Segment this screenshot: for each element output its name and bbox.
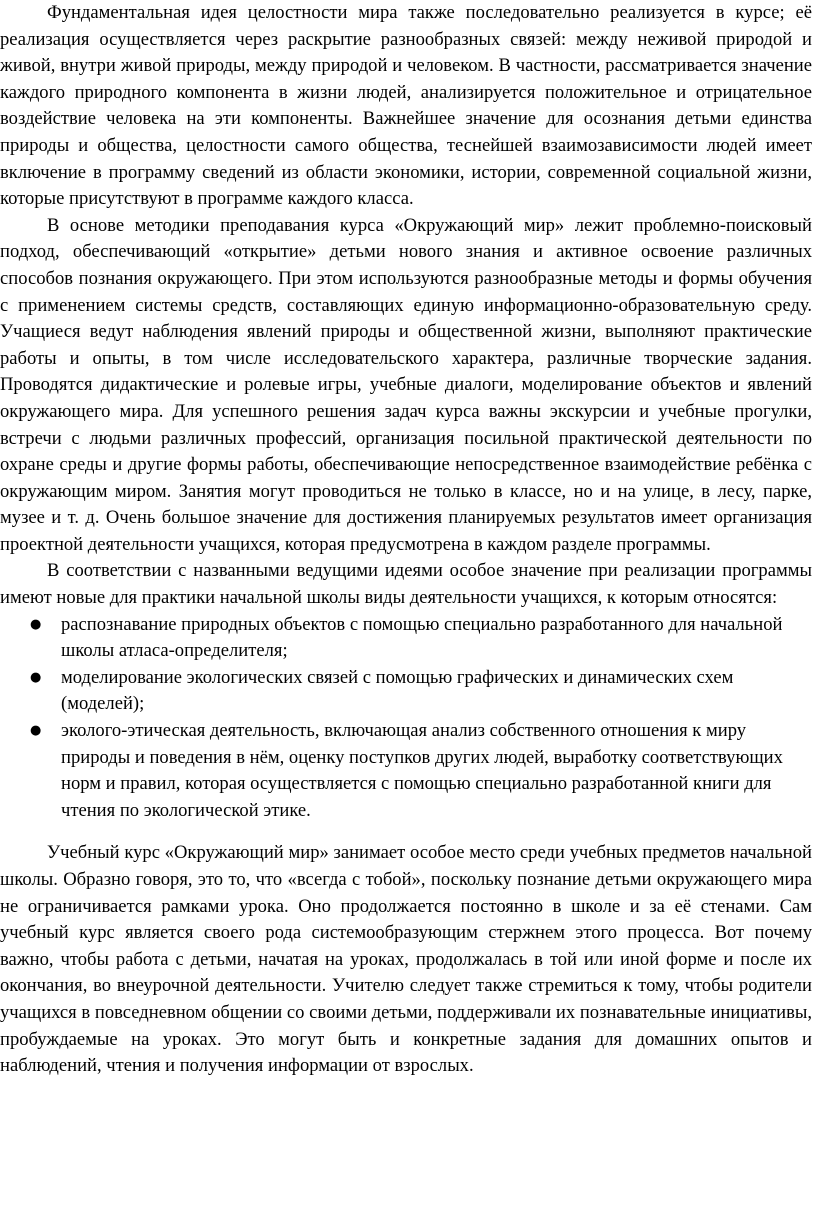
list-item-text: эколого-этическая деятельность, включающая анализ собственного отношения к миру природы и поведения в нём, оценку поступков других людей, выработку соответствующих норм и правил, которая осуществляется с помощью специально разработанной книги для чтения по экологической этике. — [61, 720, 783, 821]
list-item-text: распознавание природных объектов с помощью специально разработанного для начальной школы атласа-определителя; — [61, 613, 783, 662]
bullet-icon: ● — [30, 669, 42, 685]
bullet-icon: ● — [30, 616, 42, 632]
activities-list — [0, 612, 812, 825]
paragraph-methodology: В основе методики преподавания курса «Окружающий мир» лежит проблемно-поисковый подход, обеспечивающий «открытие» детьми нового знания и активное освоение различных способов познания окружающего. При этом используются разнообразные методы и формы обучения с применением системы средств, составляющих единую информационно-образовательную среду. Учащиеся ведут наблюдения явлений природы и общественной жизни, выполняют практические работы и опыты, в том числе исследовательского характера, различные творческие задания. Проводятся дидактические и ролевые игры, учебные диалоги, моделирование объектов и явлений окружающего мира. Для успешного решения задач курса важны экскурсии и учебные прогулки, встречи с людьми различных профессий, организация посильной практической деятельности по охране среды и другие формы работы, обеспечивающие непосредственное взаимодействие ребёнка с окружающим миром. Занятия могут проводиться не только в классе, но и на улице, в лесу, парке, музее и т. д. Очень большое значение для достижения планируемых результатов имеет организация проектной деятельности учащихся, которая предусмотрена в каждом разделе программы. — [0, 214, 812, 555]
spacer — [0, 824, 812, 840]
paragraph-activities-intro: В соответствии с названными ведущими идеями особое значение при реализации программы имеют новые для практики начальной школы виды деятельности учащихся, к которым относятся: — [0, 560, 812, 609]
list-item — [0, 612, 812, 665]
paragraph-integrity: Фундаментальная идея целостности мира также последовательно реализуется в курсе; её реализация осуществляется через раскрытие разнообразных связей: между неживой природой и живой, внутри живой природы, между природой и человеком. В частности, рассматривается значение каждого природного компонента в жизни людей, анализируется положительное и отрицательное воздействие человека на эти компоненты. Важнейшее значение для осознания детьми единства природы и общества, целостности самого общества, теснейшей взаимозависимости людей имеет включение в программу сведений из области экономики, истории, современной социальной жизни, которые присутствуют в программе каждого класса. — [0, 2, 812, 210]
list-item-text: моделирование экологических связей с помощью графических и динамических схем (моделей); — [61, 666, 734, 715]
list-item — [0, 665, 812, 718]
paragraph-course-role: Учебный курс «Окружающий мир» занимает особое место среди учебных предметов начальной школы. Образно говоря, это то, что «всегда с тобой», поскольку познание детьми окружающего мира не ограничивается рамками урока. Оно продолжается постоянно в школе и за её стенами. Сам учебный курс является своего рода системообразующим стержнем этого процесса. Вот почему важно, чтобы работа с детьми, начатая на уроках, продолжалась в той или иной форме и после их окончания, во внеурочной деятельности. Учителю следует также стремиться к тому, чтобы родители учащихся в повседневном общении со своими детьми, поддерживали их познавательные инициативы, пробуждаемые на уроках. Это могут быть и конкретные задания для домашних опытов и наблюдений, чтения и получения информации от взрослых. — [0, 842, 812, 1077]
list-item — [0, 718, 812, 824]
bullet-icon: ● — [30, 723, 42, 739]
